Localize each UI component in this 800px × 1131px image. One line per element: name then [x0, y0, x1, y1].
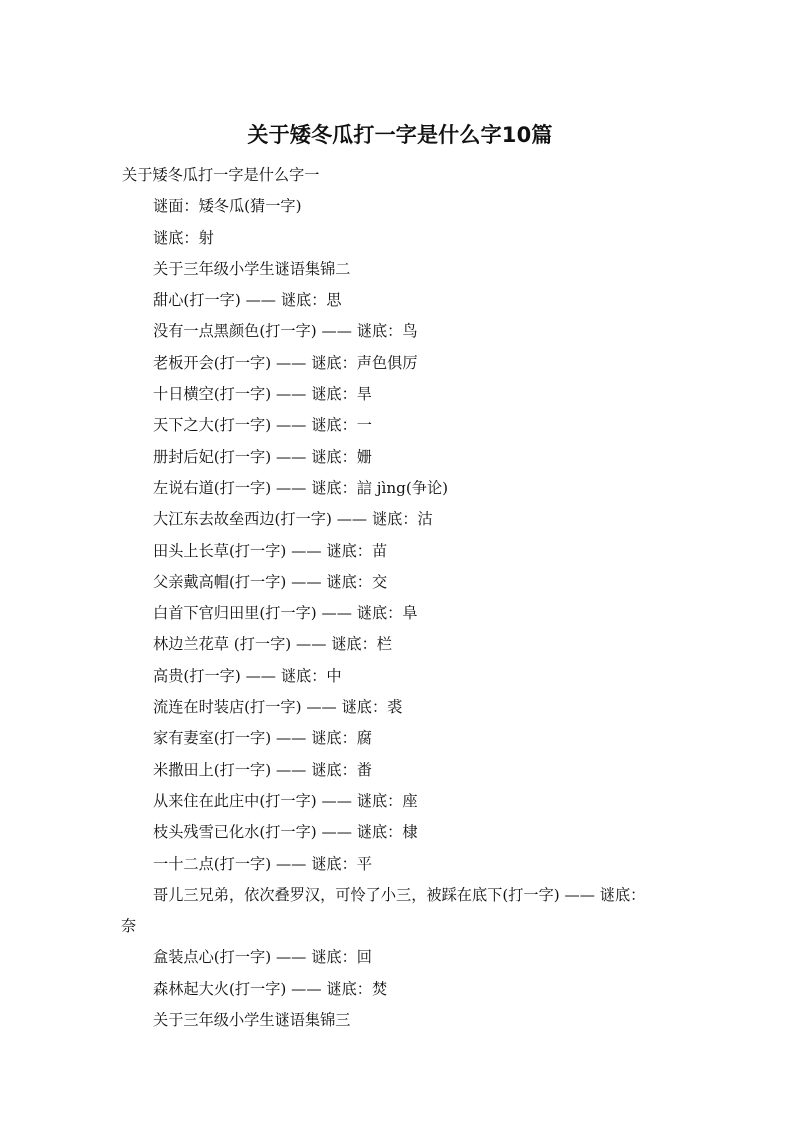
text-line: 关于矮冬瓜打一字是什么字一 [122, 166, 320, 184]
riddle-line: 册封后妃(打一字) —— 谜底：姗 [153, 447, 372, 466]
riddle-line: 田头上长草(打一字) —— 谜底：苗 [153, 541, 388, 560]
riddle-line: 天下之大(打一字) —— 谜底：一 [153, 416, 372, 435]
riddle-line: 一十二点(打一字) —— 谜底：平 [153, 854, 372, 873]
riddle-line: 从来住在此庄中(打一字) —— 谜底：座 [153, 791, 418, 810]
riddle-line: 父亲戴高帽(打一字) —— 谜底：交 [153, 572, 388, 591]
document-body [122, 160, 682, 1036]
riddle-line: 甜心(打一字) —— 谜底：思 [153, 291, 342, 310]
riddle-line: 流连在时装店(打一字) —— 谜底：裘 [153, 698, 403, 717]
section-heading: 关于三年级小学生谜语集锦二 [153, 259, 351, 278]
riddle-line: 家有妻室(打一字) —— 谜底：腐 [153, 729, 372, 748]
riddle-line: 左说右道(打一字) —— 谜底：誩 jìng(争论) [153, 478, 449, 497]
riddle-line: 大江东去故垒西边(打一字) —— 谜底：沽 [153, 510, 433, 529]
riddle-line-continuation: 奈 [121, 917, 137, 936]
riddle-line: 森林起大火(打一字) —— 谜底：焚 [153, 979, 388, 998]
document-title: 关于矮冬瓜打一字是什么字10篇 [247, 123, 553, 147]
riddle-line: 林边兰花草 (打一字) —— 谜底：栏 [153, 635, 392, 654]
riddle-line: 米撒田上(打一字) —— 谜底：畨 [153, 760, 372, 779]
riddle-line: 高贵(打一字) —— 谜底：中 [153, 666, 342, 685]
section-heading: 关于三年级小学生谜语集锦三 [153, 1011, 351, 1030]
text-line: 谜面：矮冬瓜(猜一字) [153, 197, 302, 216]
riddle-line: 枝头残雪已化水(打一字) —— 谜底：棣 [153, 823, 418, 842]
riddle-line: 十日横空(打一字) —— 谜底：旱 [153, 385, 372, 404]
riddle-line: 没有一点黑颜色(打一字) —— 谜底：鸟 [153, 322, 418, 341]
riddle-line: 白首下官归田里(打一字) —— 谜底：阜 [153, 604, 418, 623]
riddle-line: 盒装点心(打一字) —— 谜底：回 [153, 948, 372, 967]
riddle-line: 老板开会(打一字) —— 谜底：声色俱厉 [153, 353, 418, 372]
riddle-line-long: 哥儿三兄弟，依次叠罗汉，可怜了小三，被踩在底下(打一字) —— 谜底： [153, 885, 646, 904]
text-line: 谜底：射 [153, 228, 214, 247]
